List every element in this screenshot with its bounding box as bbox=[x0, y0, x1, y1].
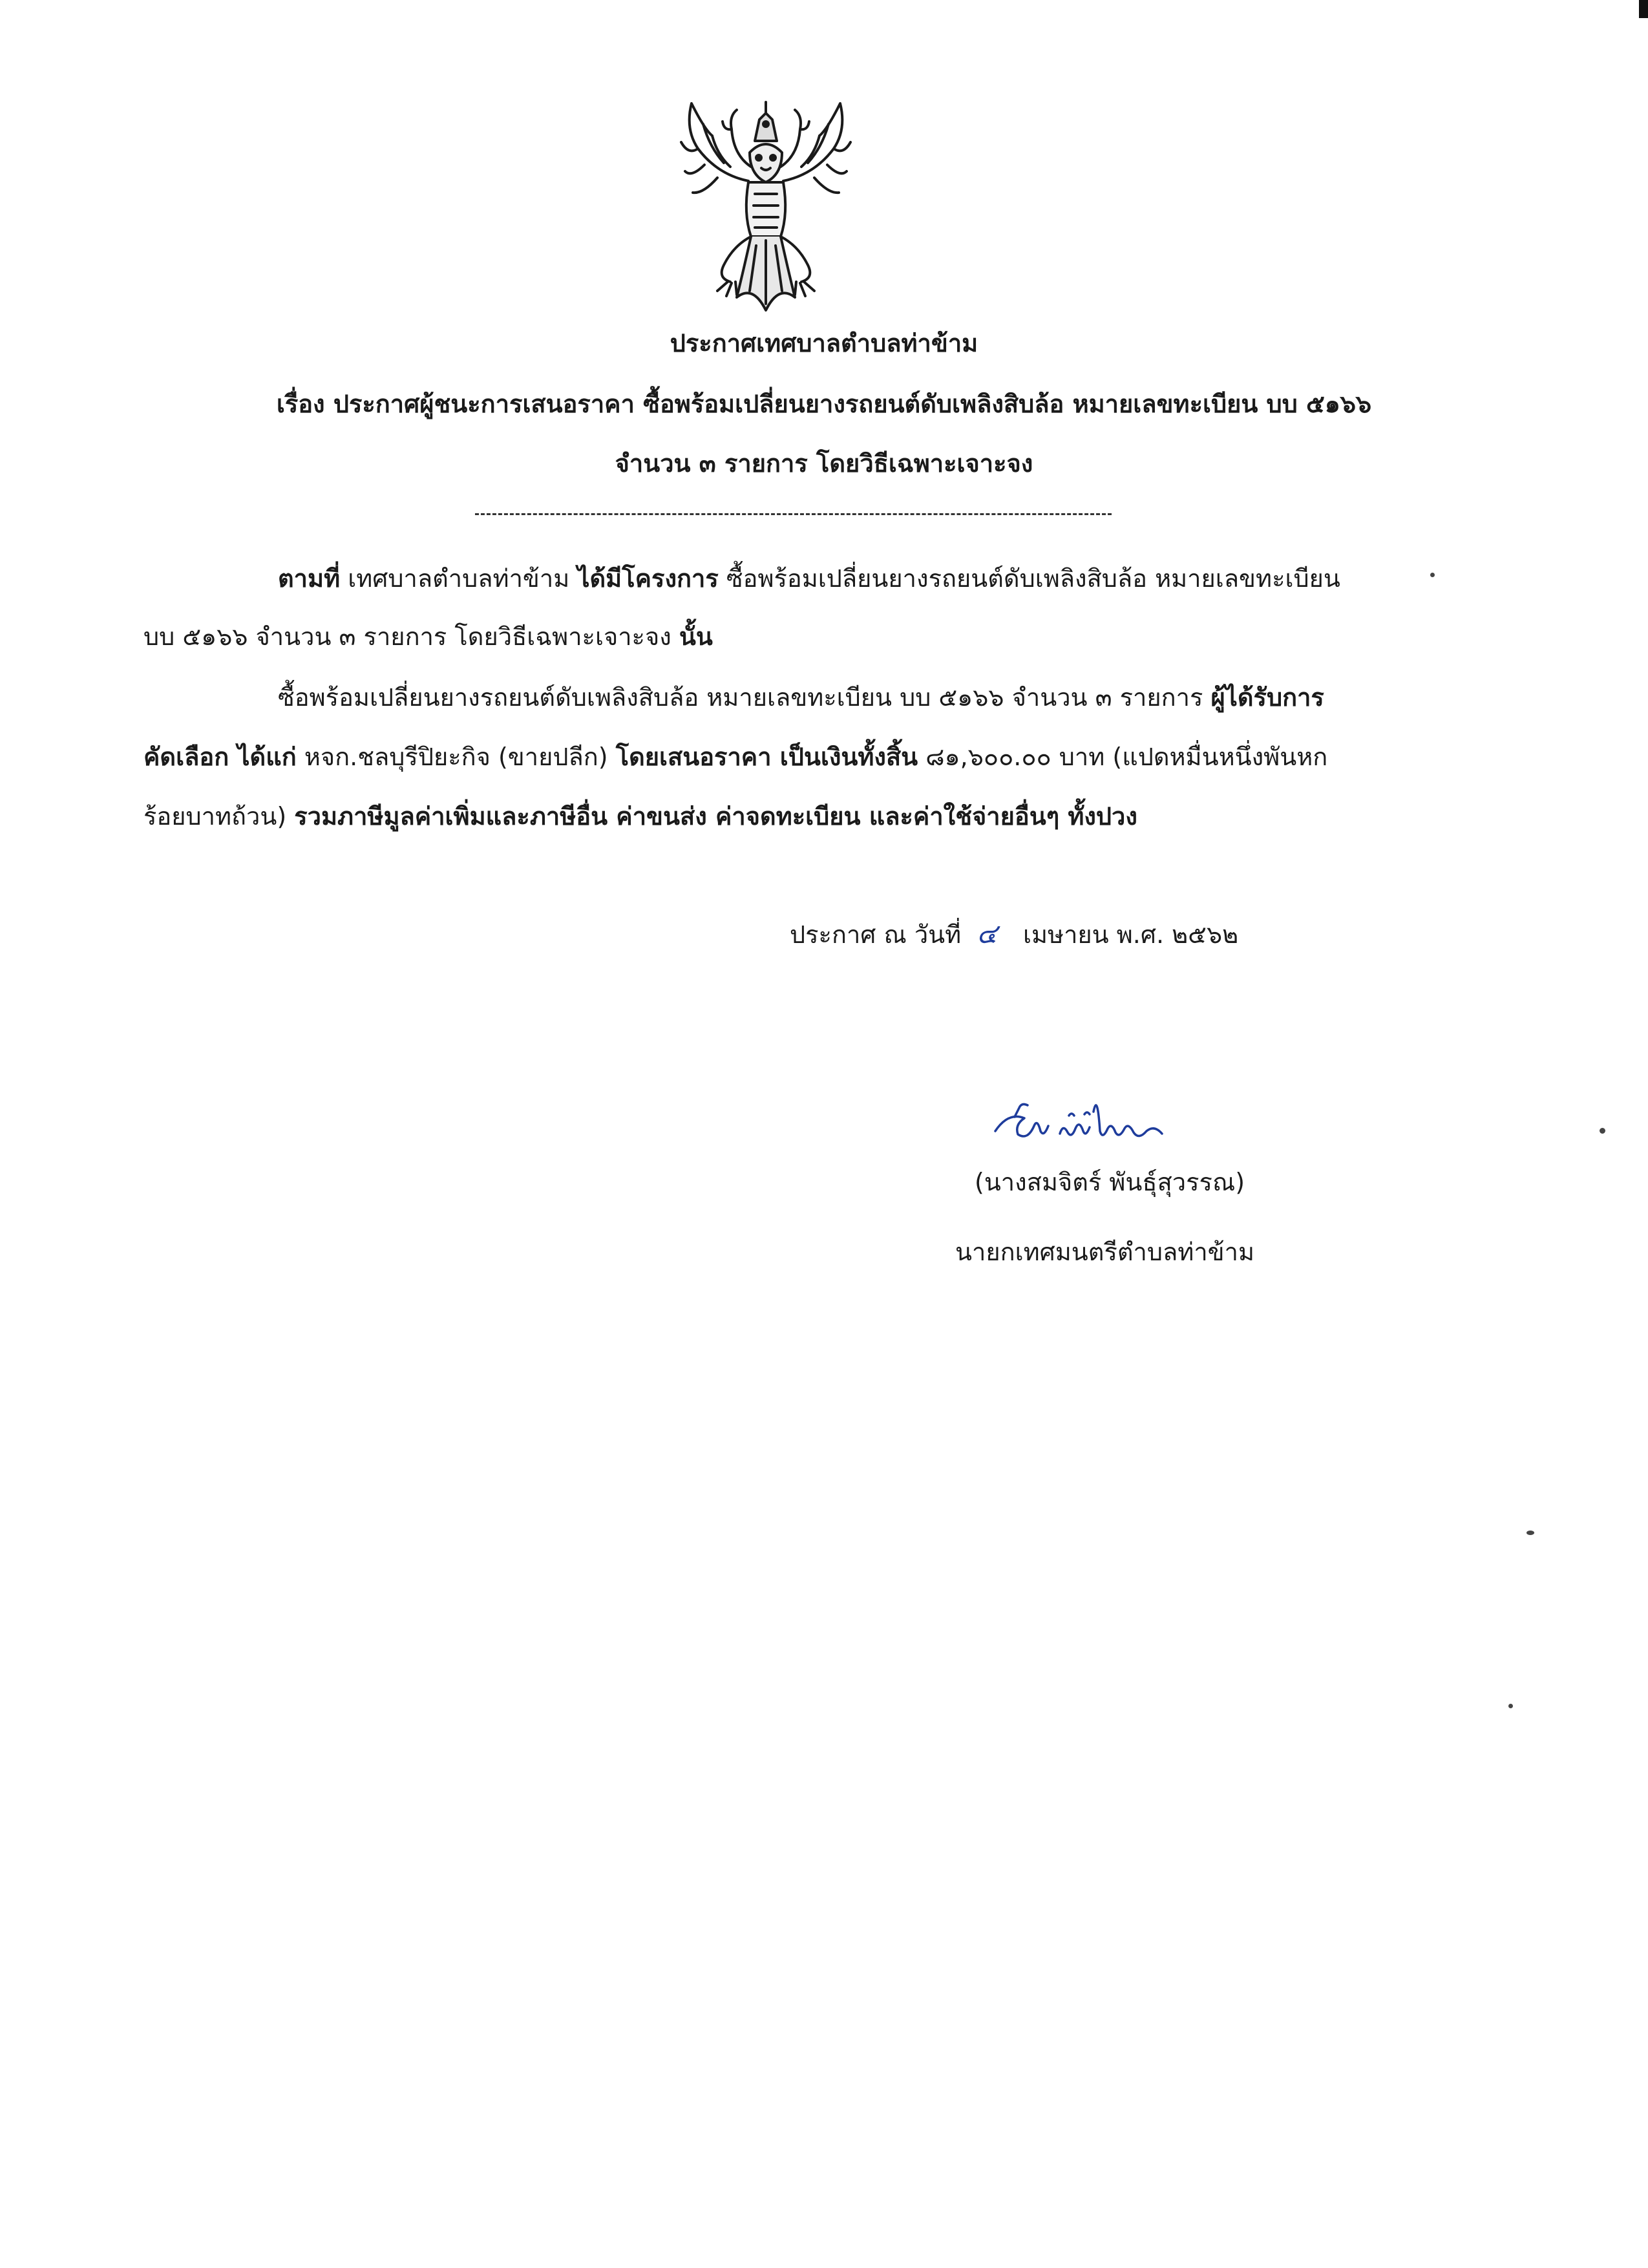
p1-project-label: ได้มีโครงการ bbox=[577, 564, 719, 593]
title-divider bbox=[475, 513, 1112, 515]
p1-project-cont: บบ ๕๑๖๖ จำนวน ๓ รายการ โดยวิธีเฉพาะเจาะจง bbox=[143, 622, 679, 651]
paragraph-2-line-3 bbox=[143, 804, 1137, 829]
p1-lead: ตามที่ bbox=[278, 564, 341, 593]
p2-selected-label: ผู้ได้รับการ bbox=[1210, 683, 1324, 712]
signature-icon bbox=[989, 1086, 1221, 1157]
scan-edge-mark bbox=[1639, 0, 1648, 18]
p2-item: ซื้อพร้อมเปลี่ยนยางรถยนต์ดับเพลิงสิบล้อ หมายเลขทะเบียน บบ ๕๑๖๖ จำนวน ๓ รายการ bbox=[278, 683, 1211, 712]
date-month-year: เมษายน พ.ศ. ๒๕๖๒ bbox=[1022, 920, 1239, 949]
p2-price: ๘๑,๖๐๐.๐๐ บาท (แปดหมื่นหนึ่งพันหก bbox=[918, 743, 1328, 771]
date-day-handwritten: ๔ bbox=[977, 918, 997, 949]
scan-speck bbox=[1527, 1531, 1534, 1535]
p2-price-words-cont: ร้อยบาทถ้วน) bbox=[143, 802, 295, 831]
subject-cont-text: จำนวน ๓ รายการ โดยวิธีเฉพาะเจาะจง bbox=[615, 449, 1033, 478]
p1-project: ซื้อพร้อมเปลี่ยนยางรถยนต์ดับเพลิงสิบล้อ หมายเลขทะเบียน bbox=[718, 564, 1340, 593]
garuda-emblem-icon bbox=[672, 90, 860, 323]
announcement-date bbox=[790, 920, 1238, 948]
paragraph-2-line-1 bbox=[278, 685, 1324, 710]
announcement-issuer bbox=[0, 331, 1648, 355]
paragraph-1-line-2 bbox=[143, 624, 713, 649]
scan-speck bbox=[1508, 1704, 1513, 1708]
paragraph-2-line-2 bbox=[143, 745, 1327, 769]
signatory-name: (นางสมจิตร์ พันธุ์สุวรรณ) bbox=[975, 1168, 1245, 1196]
scan-speck bbox=[1430, 573, 1435, 577]
p2-price-label: โดยเสนอราคา เป็นเงินทั้งสิ้น bbox=[615, 743, 918, 771]
subject-text: เรื่อง ประกาศผู้ชนะการเสนอราคา ซื้อพร้อมเปลี่ยนยางรถยนต์ดับเพลิงสิบล้อ หมายเลขทะเบียน บบ ๕๑๖๖ bbox=[276, 390, 1372, 418]
p1-end: นั้น bbox=[679, 622, 713, 651]
signatory-title: นายกเทศมนตรีตำบลท่าข้าม bbox=[955, 1238, 1255, 1266]
p1-municipality: เทศบาลตำบลท่าข้าม bbox=[340, 564, 578, 593]
date-prefix: ประกาศ ณ วันที่ bbox=[790, 920, 962, 949]
issuer-text: ประกาศเทศบาลตำบลท่าข้าม bbox=[670, 329, 978, 357]
announcement-subject bbox=[0, 392, 1648, 416]
p2-selected-label-cont: คัดเลือก ได้แก่ bbox=[143, 743, 297, 771]
p2-vendor: หจก.ชลบุรีปิยะกิจ (ขายปลีก) bbox=[296, 743, 616, 771]
scan-speck bbox=[1600, 1128, 1605, 1134]
p2-inclusions: รวมภาษีมูลค่าเพิ่มและภาษีอื่น ค่าขนส่ง ค่าจดทะเบียน และค่าใช้จ่ายอื่นๆ ทั้งปวง bbox=[294, 802, 1137, 831]
paragraph-1-line-1 bbox=[278, 566, 1340, 591]
announcement-subject-cont bbox=[0, 451, 1648, 476]
